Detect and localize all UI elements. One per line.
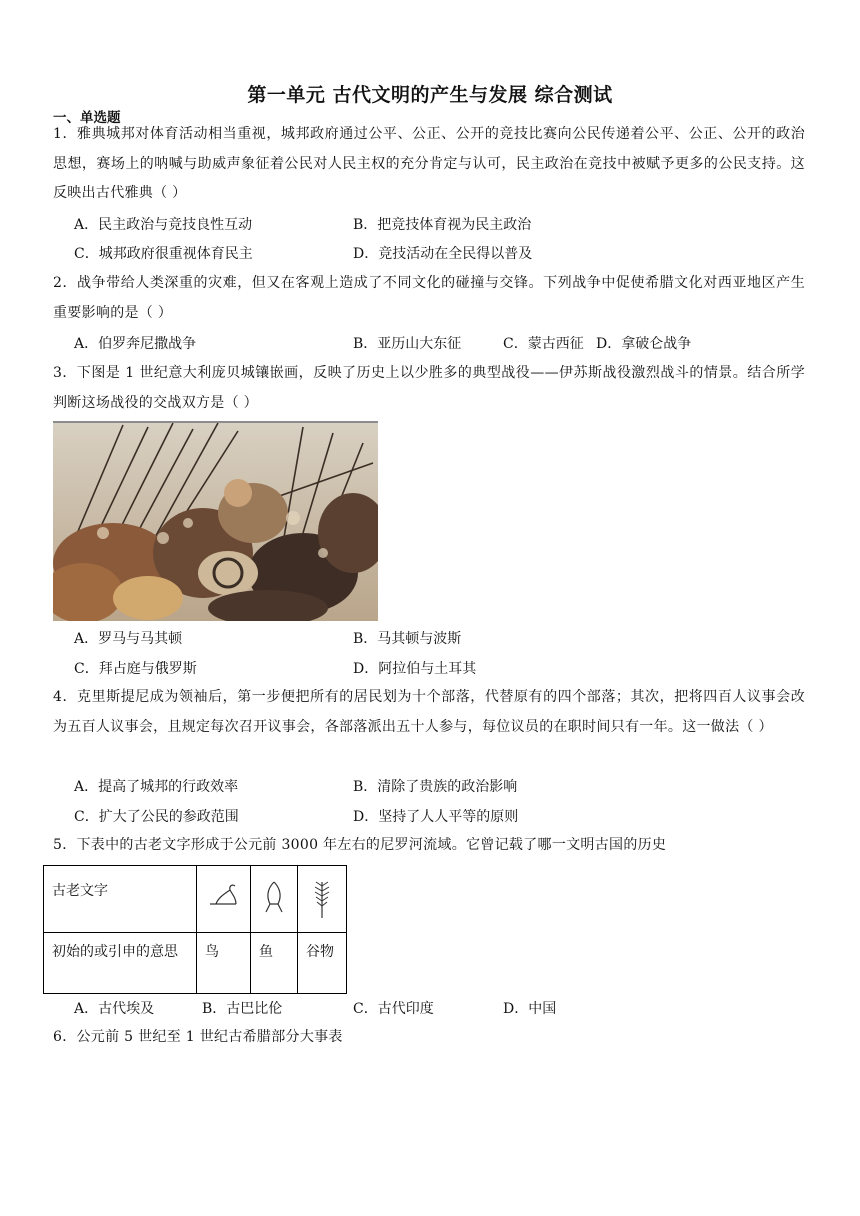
question-2-stem: 2．战争带给人类深重的灾难，但又在客观上造成了不同文化的碰撞与交锋。下列战争中促使希腊文化对西亚地区产生重要影响的是（ ） (53, 275, 805, 321)
meaning-fish: 鱼 (251, 933, 298, 994)
q4-option-b[interactable]: B．清除了贵族的政治影响 (353, 779, 518, 795)
q1-option-a[interactable]: A．民主政治与竞技良性互动 (74, 217, 253, 233)
q4-option-d[interactable]: D．坚持了人人平等的原则 (353, 809, 519, 825)
q2-option-a[interactable]: A．伯罗奔尼撒战争 (74, 336, 197, 352)
q1-option-d[interactable]: D．竞技活动在全民得以普及 (353, 246, 533, 262)
q5-option-a[interactable]: A．古代埃及 (74, 1001, 155, 1017)
q1-option-c[interactable]: C．城邦政府很重视体育民主 (74, 246, 253, 262)
q4-option-a[interactable]: A．提高了城邦的行政效率 (74, 779, 239, 795)
question-3-stem: 3．下图是 1 世纪意大利庞贝城镶嵌画，反映了历史上以少胜多的典型战役——伊苏斯战役激烈战斗的情景。结合所学判断这场战役的交战双方是（ ） (53, 365, 805, 411)
q2-option-c[interactable]: C．蒙古西征 (503, 336, 584, 352)
q5-option-d[interactable]: D．中国 (503, 1001, 557, 1017)
ancient-script-table (43, 865, 347, 994)
q3-option-a[interactable]: A．罗马与马其顿 (74, 631, 183, 647)
question-1-stem: 1．雅典城邦对体育活动相当重视，城邦政府通过公平、公正、公开的竞技比赛向公民传递着公平、公正、公开的政治思想，赛场上的呐喊与助威声象征着公民对人民主权的充分肯定与认可，民主政治在竞技中被赋予更多的公民支持。这反映出古代雅典（ ） (53, 126, 805, 201)
section-heading: 一、单选题 (53, 110, 121, 126)
question-4-stem: 4．克里斯提尼成为领袖后，第一步便把所有的居民划为十个部落，代替原有的四个部落；其次，把将四百人议事会改为五百人议事会，且规定每次召开议事会，各部落派出五十人参与，每位议员的在职时间只有一年。这一做法（ ） (53, 689, 805, 735)
row-label-meaning: 初始的或引申的意思 (44, 933, 197, 994)
q5-option-b[interactable]: B．古巴比伦 (202, 1001, 283, 1017)
q2-option-d[interactable]: D．拿破仑战争 (596, 336, 692, 352)
q4-option-c[interactable]: C．扩大了公民的参政范围 (74, 809, 239, 825)
battle-mosaic-image (53, 421, 378, 621)
bird-glyph-icon (197, 866, 251, 933)
meaning-bird: 鸟 (197, 933, 251, 994)
grain-glyph-icon (298, 866, 347, 933)
q5-option-c[interactable]: C．古代印度 (353, 1001, 434, 1017)
question-5-stem: 5．下表中的古老文字形成于公元前 3000 年左右的尼罗河流域。它曾记载了哪一文明古国的历史 (53, 837, 667, 853)
q1-option-b[interactable]: B．把竞技体育视为民主政治 (353, 217, 532, 233)
q3-option-b[interactable]: B．马其顿与波斯 (353, 631, 462, 647)
q2-option-b[interactable]: B．亚历山大东征 (353, 336, 462, 352)
q3-option-c[interactable]: C．拜占庭与俄罗斯 (74, 661, 197, 677)
page-title: 第一单元 古代文明的产生与发展 综合测试 (247, 84, 613, 106)
row-label-script: 古老文字 (44, 866, 197, 933)
meaning-grain: 谷物 (298, 933, 347, 994)
fish-glyph-icon (251, 866, 298, 933)
q3-option-d[interactable]: D．阿拉伯与土耳其 (353, 661, 477, 677)
question-6-stem: 6．公元前 5 世纪至 1 世纪古希腊部分大事表 (53, 1029, 343, 1045)
